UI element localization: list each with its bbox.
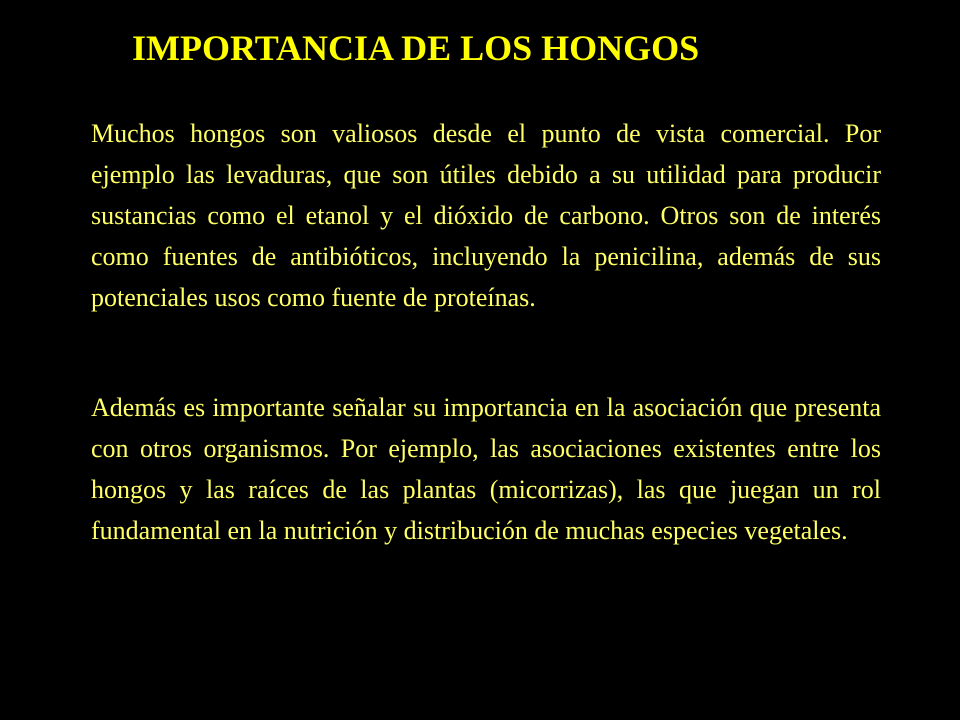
- slide-title: IMPORTANCIA DE LOS HONGOS: [132, 28, 700, 68]
- body-paragraph-commercial-value: Muchos hongos son valiosos desde el punto de vista comercial. Por ejemplo las levaduras, que son útiles debido a su utilidad para producir sustancias como el etanol y el dióxido de carbono. Otros son de interés como fuentes de antibióticos, incluyendo la penicilina, además de sus potenciales usos como fuente de proteínas.: [91, 119, 881, 312]
- body-paragraph-associations: Además es importante señalar su importancia en la asociación que presenta con otros organismos. Por ejemplo, las asociaciones existentes entre los hongos y las raíces de las plantas (micorrizas), las que juegan un rol fundamental en la nutrición y distribución de muchas especies vegetales.: [91, 393, 881, 545]
